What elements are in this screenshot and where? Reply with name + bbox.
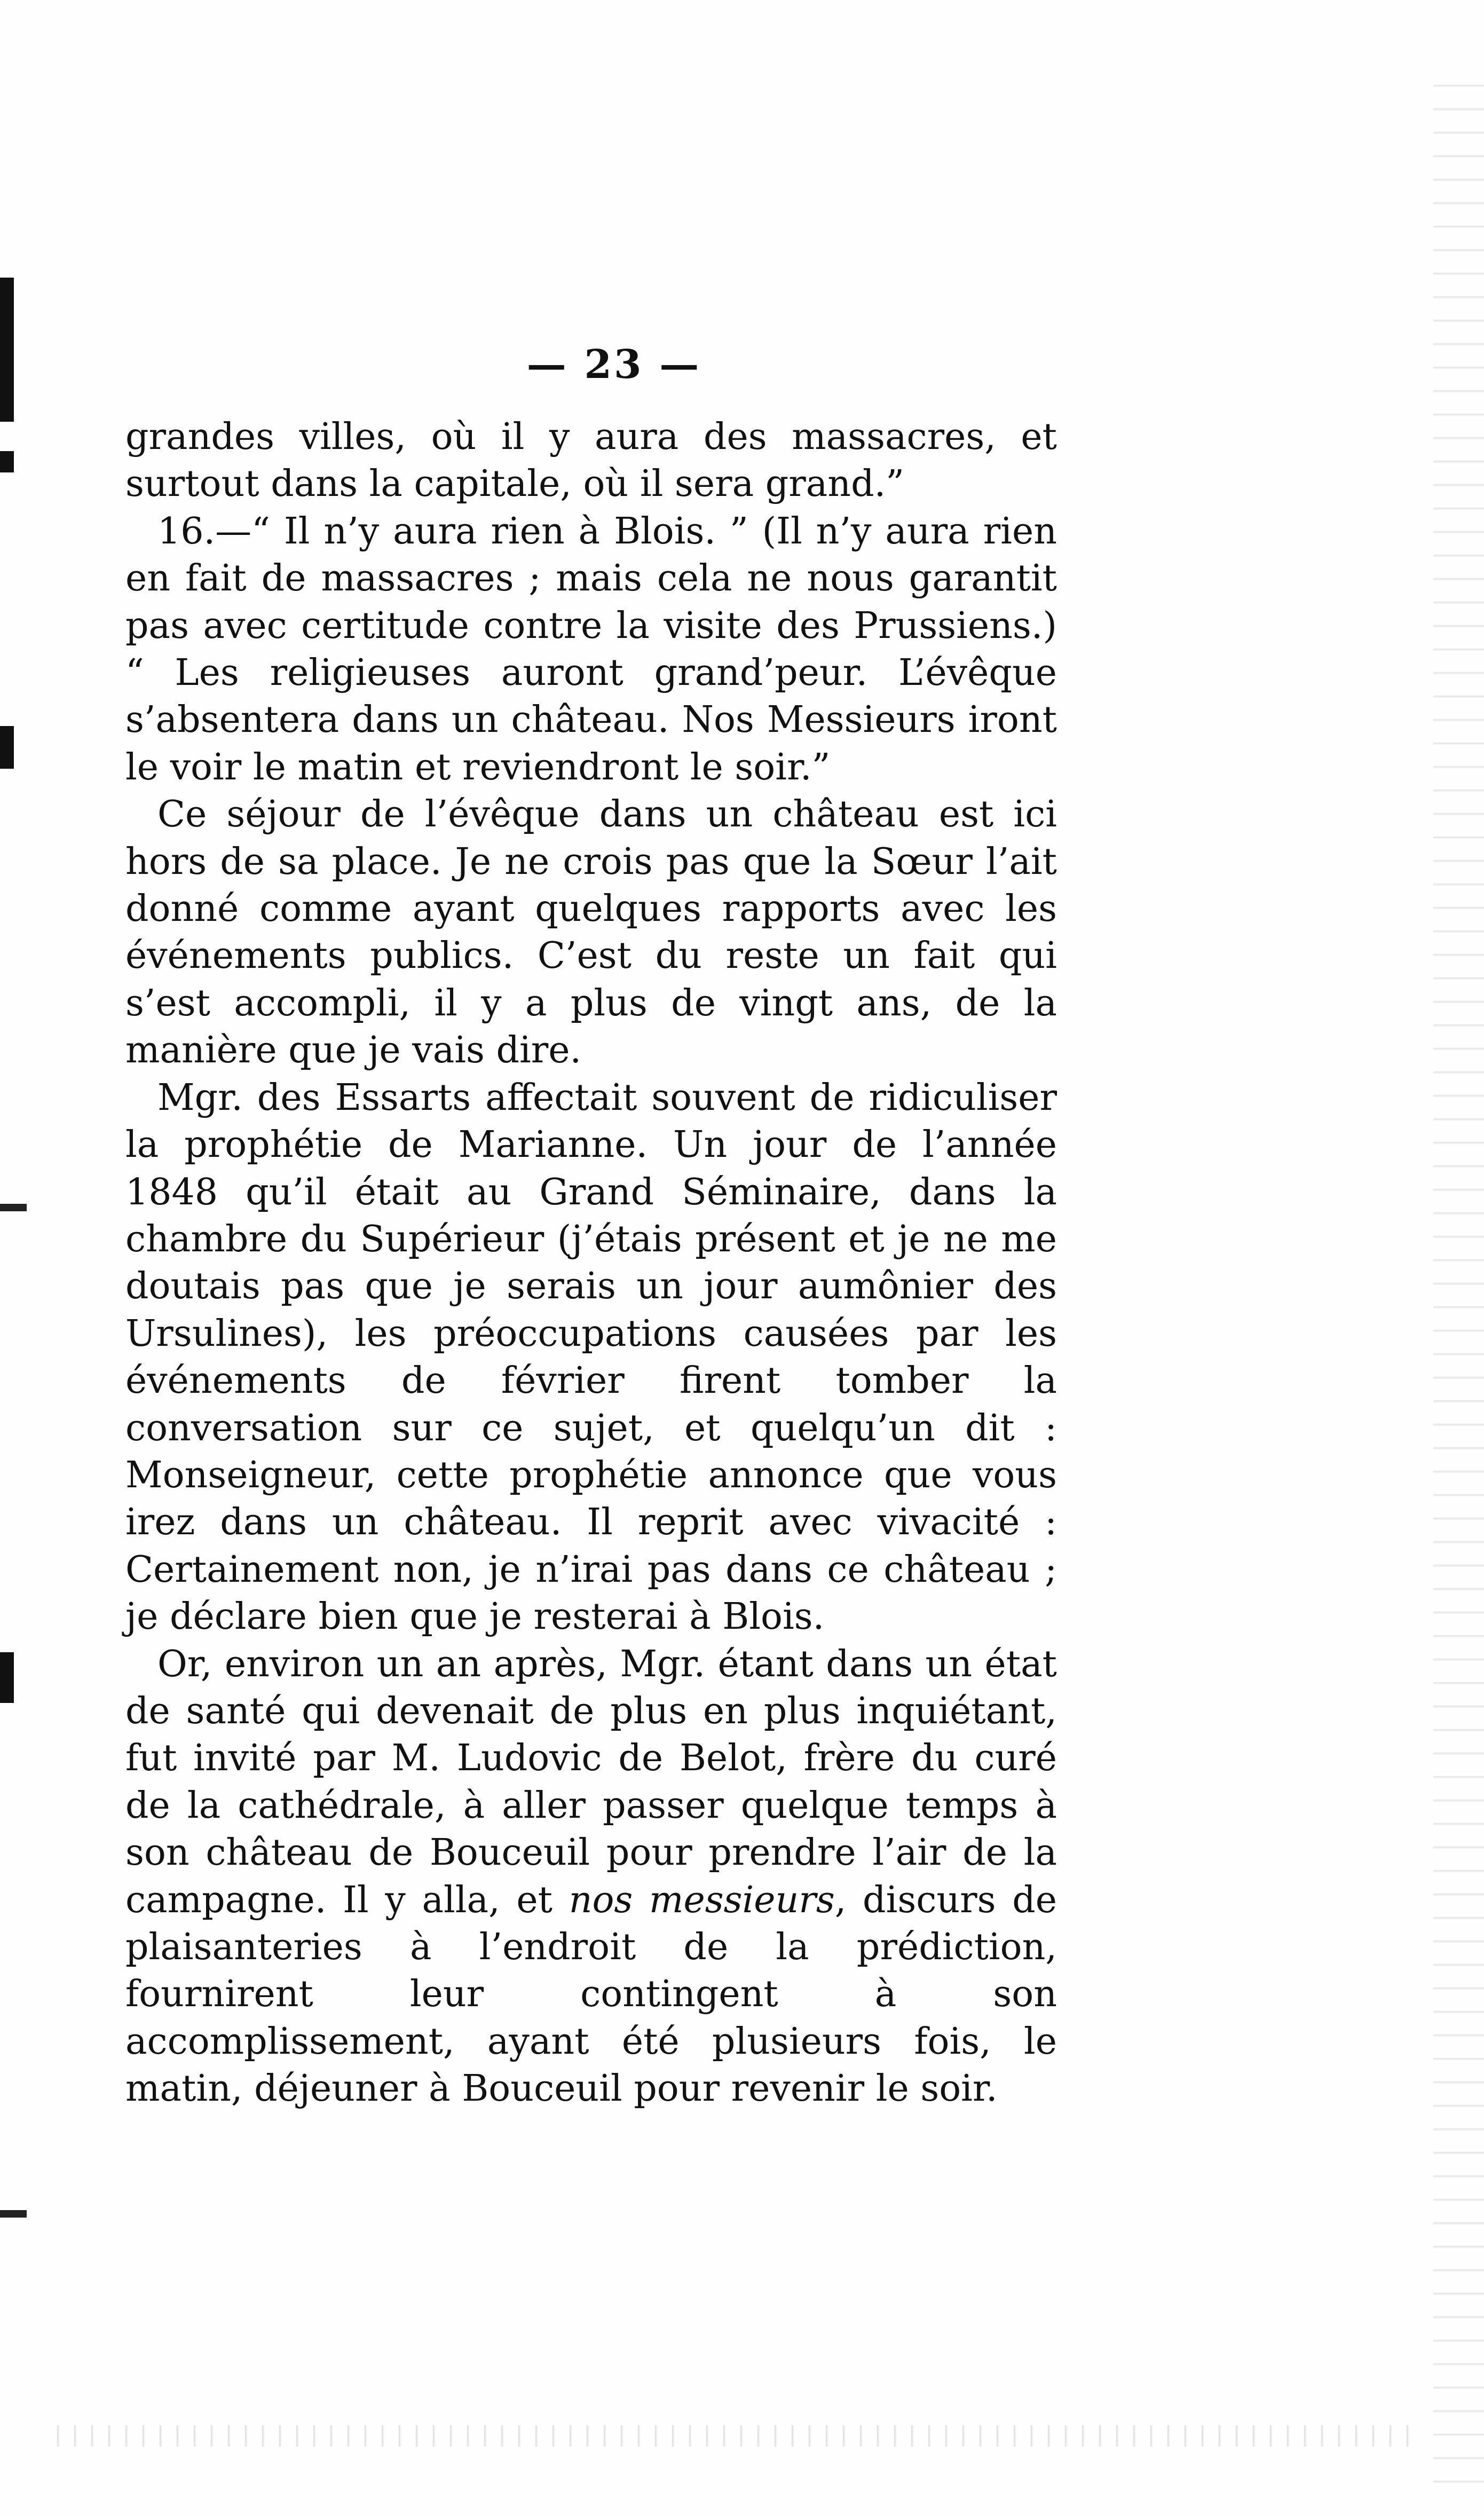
page-number: — 23 —	[526, 342, 701, 388]
paragraph: Mgr. des Essarts affectait souvent de ridiculiser la prophétie de Marianne. Un jour de l’année 1848 qu’il était au Grand Séminaire, dans la chambre du Supérieur (j’étais présent et je ne me doutais pas que je serais un jour aumônier des Ursulines), les préoccupations causées par les événements de février firent tomber la conversation sur ce sujet, et quelqu’un dit : Monseigneur, cette prophétie annonce que vous irez dans un château. Il reprit avec vivacité : Certainement non, je n’irai pas dans ce château ; je déclare bien que je resterai à Blois.	[125, 1076, 1057, 1638]
body-text	[125, 414, 1057, 2113]
paragraph	[125, 1641, 1057, 2113]
paragraph-text: Or, environ un an après, Mgr. étant dans un état de santé qui devenait de plus en plus inquiétant, fut invité par M. Ludovic de Belot, frère du curé de la cathédrale, à aller passer quelque temps à son château de Bouceuil pour prendre l’air de la campagne. Il y alla, et	[125, 1643, 1057, 1921]
binding-mark	[0, 1652, 14, 1703]
paragraph: 16.—“ Il n’y aura rien à Blois. ” (Il n’y aura rien en fait de massacres ; mais cela ne nous garantit pas avec certitude contre la visite des Prussiens.) “ Les religieuses auront grand’peur. L’évêque s’absentera dans un château. Nos Messieurs iront le voir le matin et reviendront le soir.”	[125, 510, 1057, 788]
paragraph: Ce séjour de l’évêque dans un château est ici hors de sa place. Je ne crois pas que la Sœur l’ait donné comme ayant quelques rapports avec les événements publics. C’est du reste un fait qui s’est accompli, il y a plus de vingt ans, de la manière que je vais dire.	[125, 793, 1057, 1072]
italic-phrase: nos messieurs	[569, 1879, 835, 1921]
binding-mark	[0, 451, 14, 472]
paragraph: grandes villes, où il y aura des massacres, et surtout dans la capitale, où il sera grand.”	[125, 416, 1057, 506]
binding-mark	[0, 726, 14, 769]
binding-mark	[0, 1204, 27, 1211]
page-edge-noise	[43, 2425, 1420, 2447]
page-edge-noise	[1433, 64, 1484, 2498]
binding-mark	[0, 2210, 27, 2218]
paragraph-text: , discurs de plaisanteries à l’endroit de la prédiction, fournirent leur contingent à son accomplissement, ayant été plusieurs fois, le matin, déjeuner à Bouceuil pour revenir le soir.	[125, 1879, 1057, 2110]
